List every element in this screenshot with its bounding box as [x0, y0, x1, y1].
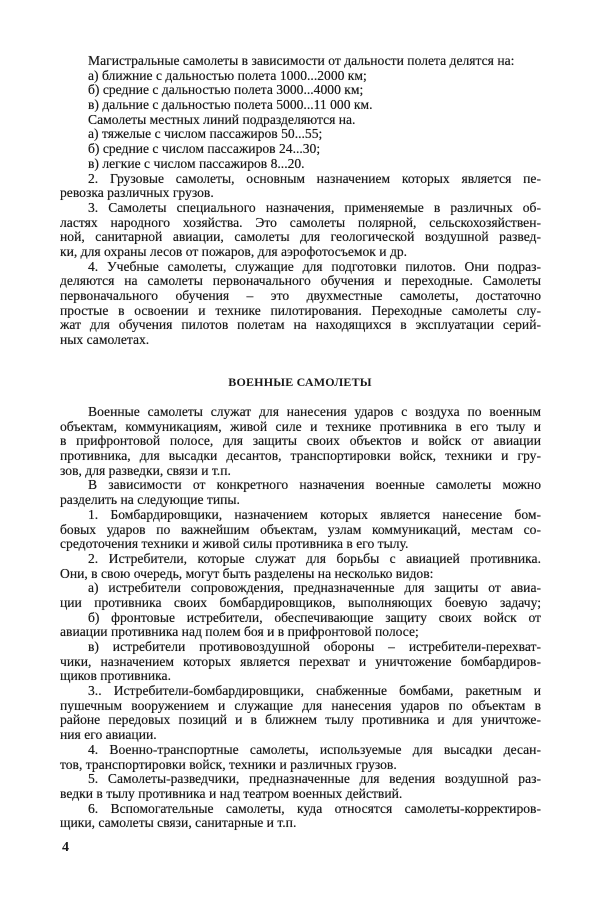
text-line: ведки в тылу противника и над театром военных действий.: [60, 785, 403, 801]
text-line: тов, транспортировки войск, техники и различных грузов.: [60, 756, 397, 772]
text-line: щиков противника.: [60, 668, 171, 684]
text-line: ластях народного хозяйства. Это самолеты полярной, сельскохозяйствен-: [60, 215, 541, 230]
text-line: чики, назначением которых является перехват и уничтожение бомбардиров-: [60, 654, 541, 669]
text-line: Самолеты местных линий подразделяются на.: [88, 111, 356, 127]
text-line: ных самолетах.: [60, 332, 150, 348]
text-line: б) средние с дальностью полета 3000...4000 км;: [88, 82, 364, 98]
text-line: ревозка различных грузов.: [60, 185, 214, 201]
text-line: простые в освоении и технике пилотирования. Переходные самолеты слу-: [60, 303, 541, 318]
text-line: Военные самолеты служат для нанесения ударов с воздуха по военным: [88, 405, 541, 419]
text-line: Они, в свою очередь, могут быть разделены на несколько видов:: [60, 565, 434, 581]
text-line: деляются на самолеты первоначального обучения и переходные. Самолеты: [60, 274, 541, 289]
text-line: в) дальние с дальностью полета 5000...11 000 км.: [88, 97, 373, 113]
text-line: 4. Учебные самолеты, служащие для подготовки пилотов. Они подраз-: [88, 259, 541, 274]
military-aircraft-section: [60, 405, 541, 831]
section-heading: ВОЕННЫЕ САМОЛЕТЫ: [228, 375, 372, 389]
text-line: противника, для высадки десантов, транспортировки войск, техники и гру-: [60, 449, 541, 464]
text-line: авиации противника над полем боя и в прифронтовой полосе;: [60, 624, 419, 640]
text-line: В зависимости от конкретного назначения военные самолеты можно: [88, 478, 541, 493]
civil-aircraft-section: [60, 54, 541, 348]
text-line: 2. Грузовые самолеты, основным назначением которых является пе-: [88, 171, 541, 186]
text-line: 3. Самолеты специального назначения, применяемые в различных об-: [88, 200, 541, 215]
text-line: ции противника своих бомбардировщиков, выполняющих боевую задачу;: [60, 595, 541, 610]
text-line: 5. Самолеты-разведчики, предназначенные для ведения воздушной раз-: [88, 772, 541, 787]
text-line: 4. Военно-транспортные самолеты, используемые для высадки десан-: [88, 742, 541, 757]
text-line: зов, для разведки, связи и т.п.: [60, 462, 231, 478]
text-line: первоначального обучения – это двухместные самолеты, достаточно: [60, 289, 541, 303]
text-line: щики, самолеты связи, санитарные и т.п.: [60, 815, 297, 831]
page-number: 4: [62, 840, 69, 855]
text-line: в) истребители противовоздушной обороны – истребители-перехват-: [88, 640, 541, 654]
text-line: в) легкие с числом пассажиров 8...20.: [88, 155, 305, 171]
text-line: пушечным вооружением и служащие для нанесения ударов по объектам в: [60, 698, 541, 713]
text-line: 6. Вспомогательные самолеты, куда относятся самолеты-корректиров-: [88, 801, 541, 816]
text-line: а) тяжелые с числом пассажиров 50...55;: [88, 126, 323, 142]
text-line: объектам, коммуникациям, живой силе и технике противника в его тылу и: [60, 419, 541, 434]
text-line: а) истребители сопровождения, предназначенные для защиты от авиа-: [88, 581, 541, 596]
text-line: б) фронтовые истребители, обеспечивающие защиту своих войск от: [88, 610, 541, 625]
text-line: а) ближние с дальностью полета 1000...2000 км;: [88, 67, 367, 83]
text-line: ки, для охраны лесов от пожаров, для аэрофотосъемок и др.: [60, 243, 408, 259]
text-line: ной, санитарной авиации, самолеты для геологической воздушной развед-: [60, 230, 541, 245]
text-line: районе передовых позиций и в ближнем тылу противника и для уничтоже-: [60, 713, 541, 728]
text-line: ния его авиации.: [60, 727, 157, 743]
text-line: 2. Истребители, которые служат для борьбы с авиацией противника.: [88, 551, 541, 566]
text-line: б) средние с числом пассажиров 24...30;: [88, 141, 321, 157]
text-line: бовых ударов по важнейшим объектам, узлам коммуникаций, местам со-: [60, 522, 541, 537]
text-line: жат для обучения пилотов полетам на находящихся в эксплуатации серий-: [60, 318, 541, 333]
text-line: в прифронтовой полосе, для защиты своих объектов и войск от авиации: [60, 434, 541, 449]
text-line: 3.. Истребители-бомбардировщики, снабженные бомбами, ракетным и: [88, 684, 541, 699]
text-line: 1. Бомбардировщики, назначением которых является нанесение бом-: [88, 507, 541, 522]
text-line: средоточения техники и живой силы противника в его тылу.: [60, 536, 409, 552]
text-line: разделить на следующие типы.: [60, 492, 240, 508]
text-line: Магистральные самолеты в зависимости от дальности полета делятся на:: [88, 53, 515, 68]
